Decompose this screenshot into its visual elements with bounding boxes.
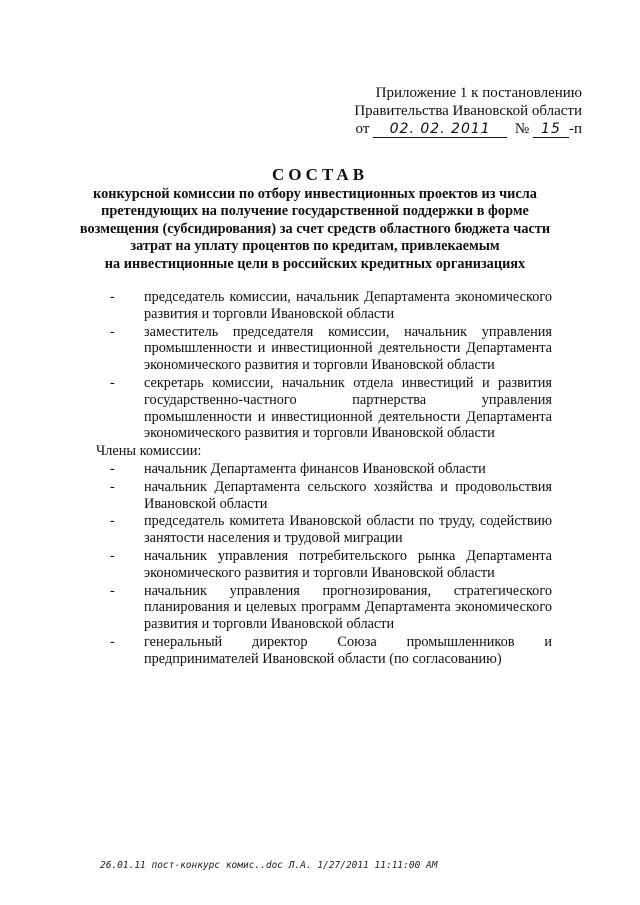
list-dash: - xyxy=(110,323,115,340)
subtitle-line: претендующих на получение государственной поддержки в форме xyxy=(101,203,529,220)
list-item xyxy=(100,461,552,478)
list-item-text: секретарь комиссии, начальник отдела инвестиций и развития государственно-частного партнерства управления промышленности и инвестиционной деятельности Департамента экономического развития и торговли Ивановской области xyxy=(144,374,552,442)
list-item xyxy=(100,548,552,582)
list-item xyxy=(100,289,552,323)
annex-block xyxy=(330,84,582,138)
list-item xyxy=(100,513,552,547)
list-dash: - xyxy=(110,547,115,564)
subtitle-line: конкурсной комиссии по отбору инвестиционных проектов из числа xyxy=(93,186,537,202)
commission-list xyxy=(96,289,552,669)
number-label: № xyxy=(514,121,530,137)
list-item-text: начальник управления прогнозирования, стратегического планирования и целевых программ Департамента экономического развития и торговли Ивановской области xyxy=(144,582,552,633)
subtitle-line: затрат на уплату процентов по кредитам, привлекаемым xyxy=(130,238,500,255)
list-dash: - xyxy=(110,374,115,391)
list-dash: - xyxy=(110,289,115,305)
document-title: СОСТАВ xyxy=(271,165,369,184)
number-suffix: -п xyxy=(568,121,582,137)
list-item-text: начальник Департамента сельского хозяйства и продовольствия Ивановской области xyxy=(144,478,552,512)
subtitle-line: на инвестиционные цели в российских кредитных организациях xyxy=(104,255,526,272)
list-dash: - xyxy=(110,633,115,650)
list-item-text: заместитель председателя комиссии, начальник управления промышленности и инвестиционной деятельности Департамента экономического развития и торговли Ивановской области xyxy=(144,323,552,374)
list-item xyxy=(100,634,552,668)
annex-date-line xyxy=(330,120,582,138)
list-dash: - xyxy=(110,478,115,495)
list-item xyxy=(100,479,552,513)
annex-line-2: Правительства Ивановской области xyxy=(354,103,582,119)
list-item-text: генеральный директор Союза промышленников и предпринимателей Ивановской области (по согласованию) xyxy=(144,633,552,667)
annex-line-1: Приложение 1 к постановлению xyxy=(375,85,582,101)
handwritten-number: 15 xyxy=(533,122,569,138)
members-heading: Члены комиссии: xyxy=(96,443,202,460)
list-item xyxy=(100,583,552,633)
subtitle-line: возмещения (субсидирования) за счет средств областного бюджета части xyxy=(79,220,551,237)
list-dash: - xyxy=(110,460,115,477)
from-label: от xyxy=(355,121,370,137)
list-item xyxy=(100,375,552,442)
list-item-text: председатель комиссии, начальник Департамента экономического развития и торговли Ивановской области xyxy=(144,289,552,322)
list-item-text: начальник Департамента финансов Ивановской области xyxy=(144,460,486,477)
list-item xyxy=(100,324,552,374)
handwritten-date: 02. 02. 2011 xyxy=(373,122,507,138)
list-dash: - xyxy=(110,582,115,599)
list-item-text: начальник управления потребительского рынка Департамента экономического развития и торговли Ивановской области xyxy=(144,547,552,581)
file-footer: 26.01.11 пост-конкурс комис..doc Л.А. 1/27/2011 11:11:00 AM xyxy=(100,860,438,871)
list-item-text: председатель комитета Ивановской области по труду, содействию занятости населения и трудовой миграции xyxy=(144,513,552,547)
document-subtitle xyxy=(75,186,555,273)
list-dash: - xyxy=(110,513,115,530)
